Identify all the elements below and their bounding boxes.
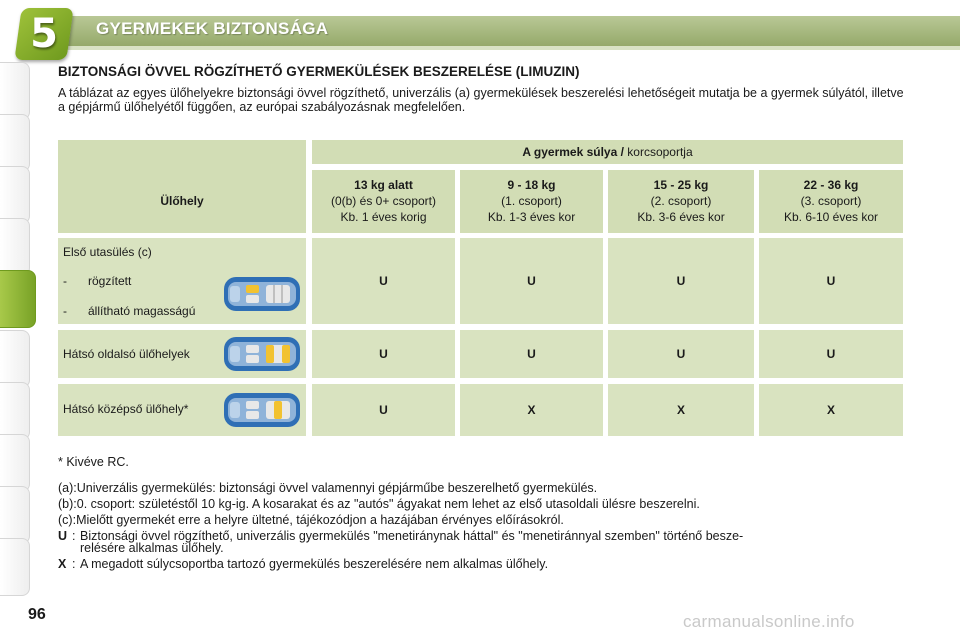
chapter-title: GYERMEKEK BIZTONSÁGA	[96, 19, 329, 38]
header-underline	[60, 46, 960, 50]
row-sub-text-2: állítható magasságú	[88, 304, 196, 318]
chapter-tabs	[0, 62, 44, 582]
group-header-3	[759, 170, 903, 233]
footnote-key: U	[58, 529, 68, 543]
row-label-text: Hátsó középső ülőhely*	[63, 402, 189, 416]
footnote-text: Mielőtt gyermekét erre a helyre ültetné, tájékozódjon a hazájában érvényes előírásokról.	[76, 513, 564, 527]
group-title: 9 - 18 kg	[507, 178, 556, 192]
group-title: 22 - 36 kg	[803, 178, 859, 192]
weight-column-header	[312, 140, 903, 164]
footnote-key: (b):	[58, 497, 77, 511]
cell-front-g3: U	[759, 238, 903, 324]
chapter-tab-7[interactable]	[0, 382, 30, 440]
cell-rear-middle-g2: X	[608, 384, 754, 436]
group-line1: (0(b) és 0+ csoport)	[330, 194, 437, 208]
group-line2: Kb. 1-3 éves kor	[487, 210, 576, 224]
chapter-tab-3[interactable]	[0, 166, 30, 224]
car-topview-icon	[222, 274, 302, 314]
group-line2: Kb. 1 éves korig	[340, 210, 427, 224]
chapter-tab-1[interactable]	[0, 62, 30, 120]
chapter-tab-4[interactable]	[0, 218, 30, 276]
footnote-a	[58, 481, 597, 495]
group-header-1	[460, 170, 603, 233]
group-line2: Kb. 6-10 éves kor	[783, 210, 879, 224]
footnote-sep: :	[72, 529, 76, 543]
footnote-text: Univerzális gyermekülés: biztonsági övvel valamennyi gépjárműbe beszerelhető gyermekülés.	[76, 481, 598, 495]
row-sub-dash-1: -	[63, 274, 67, 288]
footnote-c	[58, 513, 564, 527]
chapter-tab-8[interactable]	[0, 434, 30, 492]
chapter-tab-10[interactable]	[0, 538, 30, 596]
row-sub-dash-2: -	[63, 304, 67, 318]
cell-rear-middle-g3: X	[759, 384, 903, 436]
group-line1: (1. csoport)	[501, 194, 562, 208]
footnote-key: X	[58, 557, 67, 571]
group-line2: Kb. 3-6 éves kor	[637, 210, 725, 224]
car-topview-icon	[222, 334, 302, 374]
section-title: BIZTONSÁGI ÖVVEL RÖGZÍTHETŐ GYERMEKÜLÉSEK BESZERELÉSE (LIMUZIN)	[58, 64, 580, 79]
cell-front-g0: U	[312, 238, 455, 324]
footnote-b	[58, 497, 700, 511]
table-row-label-rear-side	[58, 330, 306, 378]
group-line1: (3. csoport)	[800, 194, 862, 208]
footnote-u-continued: relésére alkalmas ülőhely.	[80, 541, 224, 555]
footnote-sep: :	[72, 557, 76, 571]
chapter-tab-5-active[interactable]	[0, 270, 36, 328]
cell-rear-side-g0: U	[312, 330, 455, 378]
row-label-text: Hátsó oldalsó ülőhelyek	[63, 347, 190, 361]
weight-header-bold: A gyermek súlya /	[522, 145, 624, 159]
seat-column-header	[58, 140, 306, 233]
chapter-number: 5	[30, 11, 58, 57]
group-line1: (2. csoport)	[650, 194, 712, 208]
table-row-label-front	[58, 238, 306, 324]
footnote-x	[58, 557, 548, 571]
cell-rear-middle-g0: U	[312, 384, 455, 436]
intro-paragraph: A táblázat az egyes ülőhelyekre biztonsági övvel rögzíthető, univerzális (a) gyermekülések beszerelési lehetőségeit mutatja be a gyermek súlyától, illetve a gépjármű ülőhelyétől függően, az európai szabályozásnak megfelelően.	[58, 86, 904, 114]
weight-header-rest: korcsoportja	[623, 145, 693, 159]
cell-front-g1: U	[460, 238, 603, 324]
footnote-text: Biztonsági övvel rögzíthető, univerzális gyermekülés "menetiránynak háttal" és "menetiránnyal szemben" történő besze-	[80, 529, 744, 543]
chapter-tab-9[interactable]	[0, 486, 30, 544]
cell-rear-middle-g1: X	[460, 384, 603, 436]
chapter-tab-6[interactable]	[0, 330, 30, 388]
cell-front-g2: U	[608, 238, 754, 324]
footnote-star: * Kivéve RC.	[58, 455, 129, 469]
group-title: 13 kg alatt	[354, 178, 413, 192]
page-number: 96	[28, 606, 46, 623]
group-header-2	[608, 170, 754, 233]
row-sub-text-1: rögzített	[88, 274, 132, 288]
cell-rear-side-g3: U	[759, 330, 903, 378]
cell-rear-side-g1: U	[460, 330, 603, 378]
footnote-text: A megadott súlycsoportba tartozó gyermekülés beszerelésére nem alkalmas ülőhely.	[80, 557, 549, 571]
footnote-text: 0. csoport: születéstől 10 kg-ig. A kosarakat és az "autós" ágyakat nem lehet az első utasoldali ülésre beszerelni.	[76, 497, 700, 511]
table-row-label-rear-middle	[58, 384, 306, 436]
group-title: 15 - 25 kg	[653, 178, 709, 192]
watermark: carmanualsonline.info	[683, 612, 855, 631]
car-topview-icon	[222, 390, 302, 430]
footnote-key: (a):	[58, 481, 77, 495]
group-header-0	[312, 170, 455, 233]
chapter-tab-2[interactable]	[0, 114, 30, 172]
cell-rear-side-g2: U	[608, 330, 754, 378]
seat-header-label: Ülőhely	[160, 194, 204, 208]
footnote-key: (c):	[58, 513, 77, 527]
row-label-text: Első utasülés (c)	[63, 245, 152, 259]
